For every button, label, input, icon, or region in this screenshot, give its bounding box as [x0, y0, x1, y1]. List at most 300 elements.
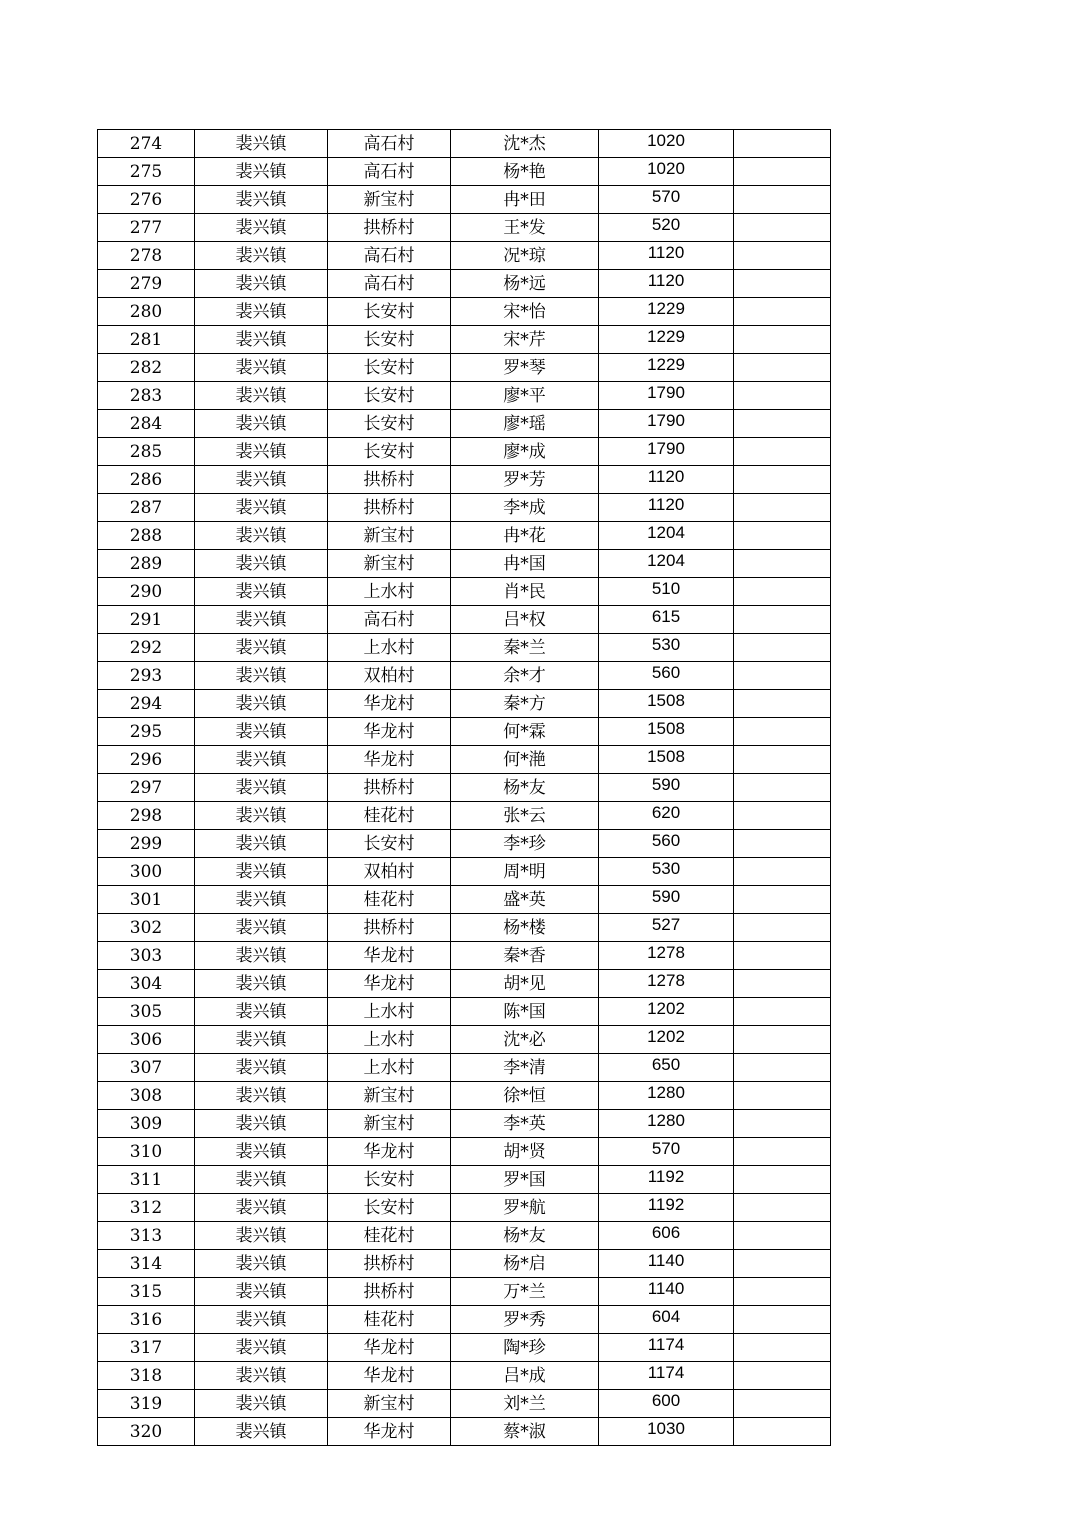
cell-number: 285 [98, 438, 195, 466]
cell-village: 华龙村 [328, 718, 451, 746]
cell-name: 冉*花 [451, 522, 599, 550]
cell-note [734, 1334, 831, 1362]
cell-note [734, 578, 831, 606]
table-row [98, 774, 831, 802]
cell-village: 拱桥村 [328, 914, 451, 942]
cell-name: 罗*秀 [451, 1306, 599, 1334]
table-row [98, 858, 831, 886]
cell-note [734, 718, 831, 746]
cell-amount: 604 [599, 1306, 734, 1334]
cell-note [734, 914, 831, 942]
cell-number: 296 [98, 746, 195, 774]
cell-name: 王*发 [451, 214, 599, 242]
table-row [98, 438, 831, 466]
cell-name: 宋*芹 [451, 326, 599, 354]
cell-number: 312 [98, 1194, 195, 1222]
cell-number: 291 [98, 606, 195, 634]
cell-number: 311 [98, 1166, 195, 1194]
cell-amount: 590 [599, 774, 734, 802]
cell-amount: 606 [599, 1222, 734, 1250]
cell-amount: 1174 [599, 1362, 734, 1390]
cell-amount: 530 [599, 858, 734, 886]
cell-village: 拱桥村 [328, 774, 451, 802]
cell-town: 裴兴镇 [195, 634, 328, 662]
table-row [98, 662, 831, 690]
table-row [98, 1222, 831, 1250]
table-row [98, 1166, 831, 1194]
cell-amount: 1204 [599, 550, 734, 578]
cell-name: 冉*田 [451, 186, 599, 214]
cell-note [734, 438, 831, 466]
cell-name: 胡*见 [451, 970, 599, 998]
cell-amount: 520 [599, 214, 734, 242]
cell-town: 裴兴镇 [195, 1250, 328, 1278]
cell-amount: 1120 [599, 270, 734, 298]
cell-town: 裴兴镇 [195, 1390, 328, 1418]
cell-number: 316 [98, 1306, 195, 1334]
cell-number: 299 [98, 830, 195, 858]
cell-number: 303 [98, 942, 195, 970]
cell-number: 318 [98, 1362, 195, 1390]
cell-town: 裴兴镇 [195, 998, 328, 1026]
cell-town: 裴兴镇 [195, 522, 328, 550]
cell-amount: 1174 [599, 1334, 734, 1362]
cell-number: 276 [98, 186, 195, 214]
table-row [98, 298, 831, 326]
cell-number: 297 [98, 774, 195, 802]
cell-amount: 1278 [599, 970, 734, 998]
cell-name: 廖*瑶 [451, 410, 599, 438]
cell-number: 283 [98, 382, 195, 410]
table-row [98, 718, 831, 746]
cell-amount: 1790 [599, 438, 734, 466]
cell-amount: 1020 [599, 130, 734, 158]
cell-town: 裴兴镇 [195, 858, 328, 886]
table-row [98, 1194, 831, 1222]
cell-amount: 1508 [599, 746, 734, 774]
table-row [98, 1278, 831, 1306]
cell-name: 余*才 [451, 662, 599, 690]
cell-town: 裴兴镇 [195, 970, 328, 998]
cell-note [734, 186, 831, 214]
table-row [98, 214, 831, 242]
cell-name: 万*兰 [451, 1278, 599, 1306]
cell-number: 287 [98, 494, 195, 522]
cell-name: 秦*香 [451, 942, 599, 970]
cell-village: 长安村 [328, 326, 451, 354]
cell-amount: 1280 [599, 1082, 734, 1110]
cell-amount: 1202 [599, 998, 734, 1026]
cell-town: 裴兴镇 [195, 382, 328, 410]
table-row [98, 1418, 831, 1446]
cell-name: 宋*怡 [451, 298, 599, 326]
cell-town: 裴兴镇 [195, 1054, 328, 1082]
cell-town: 裴兴镇 [195, 662, 328, 690]
cell-note [734, 354, 831, 382]
cell-number: 286 [98, 466, 195, 494]
cell-number: 278 [98, 242, 195, 270]
cell-note [734, 522, 831, 550]
cell-number: 281 [98, 326, 195, 354]
cell-village: 高石村 [328, 242, 451, 270]
cell-village: 拱桥村 [328, 1250, 451, 1278]
cell-town: 裴兴镇 [195, 1026, 328, 1054]
cell-village: 桂花村 [328, 886, 451, 914]
cell-village: 桂花村 [328, 802, 451, 830]
cell-town: 裴兴镇 [195, 242, 328, 270]
cell-note [734, 1362, 831, 1390]
cell-town: 裴兴镇 [195, 214, 328, 242]
table-row [98, 494, 831, 522]
cell-town: 裴兴镇 [195, 914, 328, 942]
cell-town: 裴兴镇 [195, 942, 328, 970]
data-table [97, 129, 831, 1446]
table-row [98, 970, 831, 998]
cell-name: 杨*友 [451, 1222, 599, 1250]
cell-number: 280 [98, 298, 195, 326]
cell-town: 裴兴镇 [195, 130, 328, 158]
cell-town: 裴兴镇 [195, 718, 328, 746]
cell-amount: 1120 [599, 494, 734, 522]
cell-amount: 1229 [599, 326, 734, 354]
cell-number: 292 [98, 634, 195, 662]
cell-note [734, 1222, 831, 1250]
table-row [98, 1082, 831, 1110]
cell-name: 杨*艳 [451, 158, 599, 186]
table-row [98, 1306, 831, 1334]
table-row [98, 914, 831, 942]
cell-note [734, 1138, 831, 1166]
cell-town: 裴兴镇 [195, 578, 328, 606]
cell-name: 况*琼 [451, 242, 599, 270]
cell-name: 刘*兰 [451, 1390, 599, 1418]
cell-note [734, 1390, 831, 1418]
cell-number: 277 [98, 214, 195, 242]
cell-note [734, 466, 831, 494]
table-row [98, 1110, 831, 1138]
cell-number: 310 [98, 1138, 195, 1166]
cell-town: 裴兴镇 [195, 410, 328, 438]
table-row [98, 1054, 831, 1082]
cell-amount: 1229 [599, 354, 734, 382]
table-row [98, 802, 831, 830]
table-row [98, 1334, 831, 1362]
cell-number: 317 [98, 1334, 195, 1362]
cell-note [734, 606, 831, 634]
cell-village: 上水村 [328, 1054, 451, 1082]
table-row [98, 1250, 831, 1278]
cell-number: 290 [98, 578, 195, 606]
cell-note [734, 802, 831, 830]
cell-amount: 1120 [599, 466, 734, 494]
cell-town: 裴兴镇 [195, 550, 328, 578]
cell-name: 李*成 [451, 494, 599, 522]
cell-village: 长安村 [328, 354, 451, 382]
cell-name: 张*云 [451, 802, 599, 830]
cell-village: 华龙村 [328, 1138, 451, 1166]
cell-note [734, 1278, 831, 1306]
table-row [98, 578, 831, 606]
cell-name: 杨*友 [451, 774, 599, 802]
cell-note [734, 158, 831, 186]
cell-number: 320 [98, 1418, 195, 1446]
cell-note [734, 886, 831, 914]
cell-town: 裴兴镇 [195, 466, 328, 494]
cell-village: 高石村 [328, 158, 451, 186]
cell-number: 298 [98, 802, 195, 830]
cell-note [734, 690, 831, 718]
cell-amount: 1192 [599, 1194, 734, 1222]
cell-note [734, 662, 831, 690]
cell-amount: 615 [599, 606, 734, 634]
cell-name: 陈*国 [451, 998, 599, 1026]
cell-number: 289 [98, 550, 195, 578]
cell-town: 裴兴镇 [195, 1362, 328, 1390]
cell-town: 裴兴镇 [195, 802, 328, 830]
table-row [98, 690, 831, 718]
cell-note [734, 298, 831, 326]
cell-town: 裴兴镇 [195, 606, 328, 634]
cell-number: 306 [98, 1026, 195, 1054]
cell-amount: 527 [599, 914, 734, 942]
cell-amount: 1020 [599, 158, 734, 186]
table-row [98, 410, 831, 438]
table-row [98, 382, 831, 410]
cell-amount: 1030 [599, 1418, 734, 1446]
cell-amount: 1790 [599, 410, 734, 438]
cell-town: 裴兴镇 [195, 746, 328, 774]
cell-town: 裴兴镇 [195, 774, 328, 802]
cell-name: 周*明 [451, 858, 599, 886]
cell-number: 274 [98, 130, 195, 158]
cell-note [734, 242, 831, 270]
cell-name: 杨*远 [451, 270, 599, 298]
cell-amount: 570 [599, 1138, 734, 1166]
cell-number: 307 [98, 1054, 195, 1082]
cell-number: 301 [98, 886, 195, 914]
cell-number: 313 [98, 1222, 195, 1250]
table-row [98, 550, 831, 578]
cell-name: 吕*权 [451, 606, 599, 634]
cell-village: 上水村 [328, 998, 451, 1026]
cell-village: 长安村 [328, 410, 451, 438]
cell-name: 李*清 [451, 1054, 599, 1082]
cell-town: 裴兴镇 [195, 270, 328, 298]
cell-amount: 1120 [599, 242, 734, 270]
cell-amount: 560 [599, 830, 734, 858]
cell-note [734, 270, 831, 298]
cell-village: 新宝村 [328, 186, 451, 214]
cell-name: 盛*英 [451, 886, 599, 914]
cell-note [734, 858, 831, 886]
cell-note [734, 1110, 831, 1138]
table-row [98, 942, 831, 970]
cell-name: 蔡*淑 [451, 1418, 599, 1446]
table-row [98, 830, 831, 858]
cell-name: 吕*成 [451, 1362, 599, 1390]
cell-village: 新宝村 [328, 1110, 451, 1138]
cell-number: 282 [98, 354, 195, 382]
cell-name: 肖*民 [451, 578, 599, 606]
table-row [98, 998, 831, 1026]
table-row [98, 466, 831, 494]
cell-town: 裴兴镇 [195, 1306, 328, 1334]
cell-amount: 530 [599, 634, 734, 662]
table-body [98, 130, 831, 1446]
cell-note [734, 942, 831, 970]
cell-amount: 1140 [599, 1250, 734, 1278]
cell-amount: 1280 [599, 1110, 734, 1138]
cell-town: 裴兴镇 [195, 186, 328, 214]
cell-amount: 650 [599, 1054, 734, 1082]
cell-village: 长安村 [328, 382, 451, 410]
cell-town: 裴兴镇 [195, 690, 328, 718]
cell-town: 裴兴镇 [195, 158, 328, 186]
cell-name: 秦*方 [451, 690, 599, 718]
cell-village: 长安村 [328, 1194, 451, 1222]
cell-name: 李*珍 [451, 830, 599, 858]
table-row [98, 606, 831, 634]
cell-town: 裴兴镇 [195, 1418, 328, 1446]
cell-amount: 1229 [599, 298, 734, 326]
cell-note [734, 1418, 831, 1446]
cell-name: 陶*珍 [451, 1334, 599, 1362]
cell-village: 华龙村 [328, 1362, 451, 1390]
cell-name: 何*滟 [451, 746, 599, 774]
cell-village: 拱桥村 [328, 1278, 451, 1306]
cell-number: 284 [98, 410, 195, 438]
cell-village: 拱桥村 [328, 466, 451, 494]
cell-name: 秦*兰 [451, 634, 599, 662]
cell-name: 沈*杰 [451, 130, 599, 158]
table-row [98, 186, 831, 214]
cell-village: 华龙村 [328, 942, 451, 970]
cell-amount: 1278 [599, 942, 734, 970]
table-row [98, 270, 831, 298]
cell-village: 拱桥村 [328, 494, 451, 522]
cell-name: 罗*国 [451, 1166, 599, 1194]
table-row [98, 1390, 831, 1418]
cell-village: 上水村 [328, 1026, 451, 1054]
table-row [98, 326, 831, 354]
cell-village: 拱桥村 [328, 214, 451, 242]
cell-village: 上水村 [328, 578, 451, 606]
cell-amount: 1204 [599, 522, 734, 550]
cell-note [734, 130, 831, 158]
cell-note [734, 382, 831, 410]
cell-village: 新宝村 [328, 550, 451, 578]
table-row [98, 1026, 831, 1054]
cell-amount: 1790 [599, 382, 734, 410]
cell-village: 华龙村 [328, 1334, 451, 1362]
cell-number: 309 [98, 1110, 195, 1138]
cell-amount: 570 [599, 186, 734, 214]
cell-village: 新宝村 [328, 1390, 451, 1418]
cell-town: 裴兴镇 [195, 326, 328, 354]
table-row [98, 746, 831, 774]
cell-amount: 1508 [599, 690, 734, 718]
cell-name: 杨*启 [451, 1250, 599, 1278]
cell-name: 罗*芳 [451, 466, 599, 494]
cell-village: 长安村 [328, 298, 451, 326]
cell-town: 裴兴镇 [195, 1166, 328, 1194]
cell-number: 288 [98, 522, 195, 550]
cell-village: 高石村 [328, 270, 451, 298]
table-row [98, 130, 831, 158]
cell-note [734, 1250, 831, 1278]
cell-village: 新宝村 [328, 1082, 451, 1110]
cell-town: 裴兴镇 [195, 1334, 328, 1362]
cell-town: 裴兴镇 [195, 830, 328, 858]
cell-note [734, 1194, 831, 1222]
cell-number: 295 [98, 718, 195, 746]
cell-number: 302 [98, 914, 195, 942]
cell-note [734, 1306, 831, 1334]
cell-village: 新宝村 [328, 522, 451, 550]
cell-amount: 620 [599, 802, 734, 830]
cell-note [734, 214, 831, 242]
cell-town: 裴兴镇 [195, 1082, 328, 1110]
table-row [98, 158, 831, 186]
cell-village: 上水村 [328, 634, 451, 662]
cell-note [734, 970, 831, 998]
cell-note [734, 774, 831, 802]
cell-town: 裴兴镇 [195, 1278, 328, 1306]
cell-town: 裴兴镇 [195, 1110, 328, 1138]
cell-name: 沈*必 [451, 1026, 599, 1054]
cell-number: 279 [98, 270, 195, 298]
table-row [98, 1362, 831, 1390]
cell-number: 300 [98, 858, 195, 886]
cell-note [734, 1054, 831, 1082]
cell-village: 长安村 [328, 438, 451, 466]
cell-number: 315 [98, 1278, 195, 1306]
cell-note [734, 1082, 831, 1110]
cell-village: 华龙村 [328, 690, 451, 718]
cell-name: 杨*楼 [451, 914, 599, 942]
cell-amount: 600 [599, 1390, 734, 1418]
cell-name: 廖*成 [451, 438, 599, 466]
table-row [98, 886, 831, 914]
cell-number: 308 [98, 1082, 195, 1110]
cell-village: 高石村 [328, 130, 451, 158]
cell-village: 华龙村 [328, 746, 451, 774]
cell-village: 双柏村 [328, 662, 451, 690]
cell-town: 裴兴镇 [195, 438, 328, 466]
cell-town: 裴兴镇 [195, 1222, 328, 1250]
cell-note [734, 1166, 831, 1194]
cell-town: 裴兴镇 [195, 494, 328, 522]
table-row [98, 354, 831, 382]
cell-amount: 590 [599, 886, 734, 914]
cell-village: 长安村 [328, 830, 451, 858]
cell-note [734, 746, 831, 774]
table-row [98, 634, 831, 662]
cell-number: 304 [98, 970, 195, 998]
cell-note [734, 494, 831, 522]
cell-town: 裴兴镇 [195, 886, 328, 914]
cell-village: 桂花村 [328, 1306, 451, 1334]
cell-village: 华龙村 [328, 970, 451, 998]
cell-town: 裴兴镇 [195, 298, 328, 326]
cell-name: 罗*航 [451, 1194, 599, 1222]
cell-amount: 1508 [599, 718, 734, 746]
cell-note [734, 1026, 831, 1054]
cell-amount: 1192 [599, 1166, 734, 1194]
cell-amount: 1202 [599, 1026, 734, 1054]
cell-number: 305 [98, 998, 195, 1026]
cell-number: 293 [98, 662, 195, 690]
